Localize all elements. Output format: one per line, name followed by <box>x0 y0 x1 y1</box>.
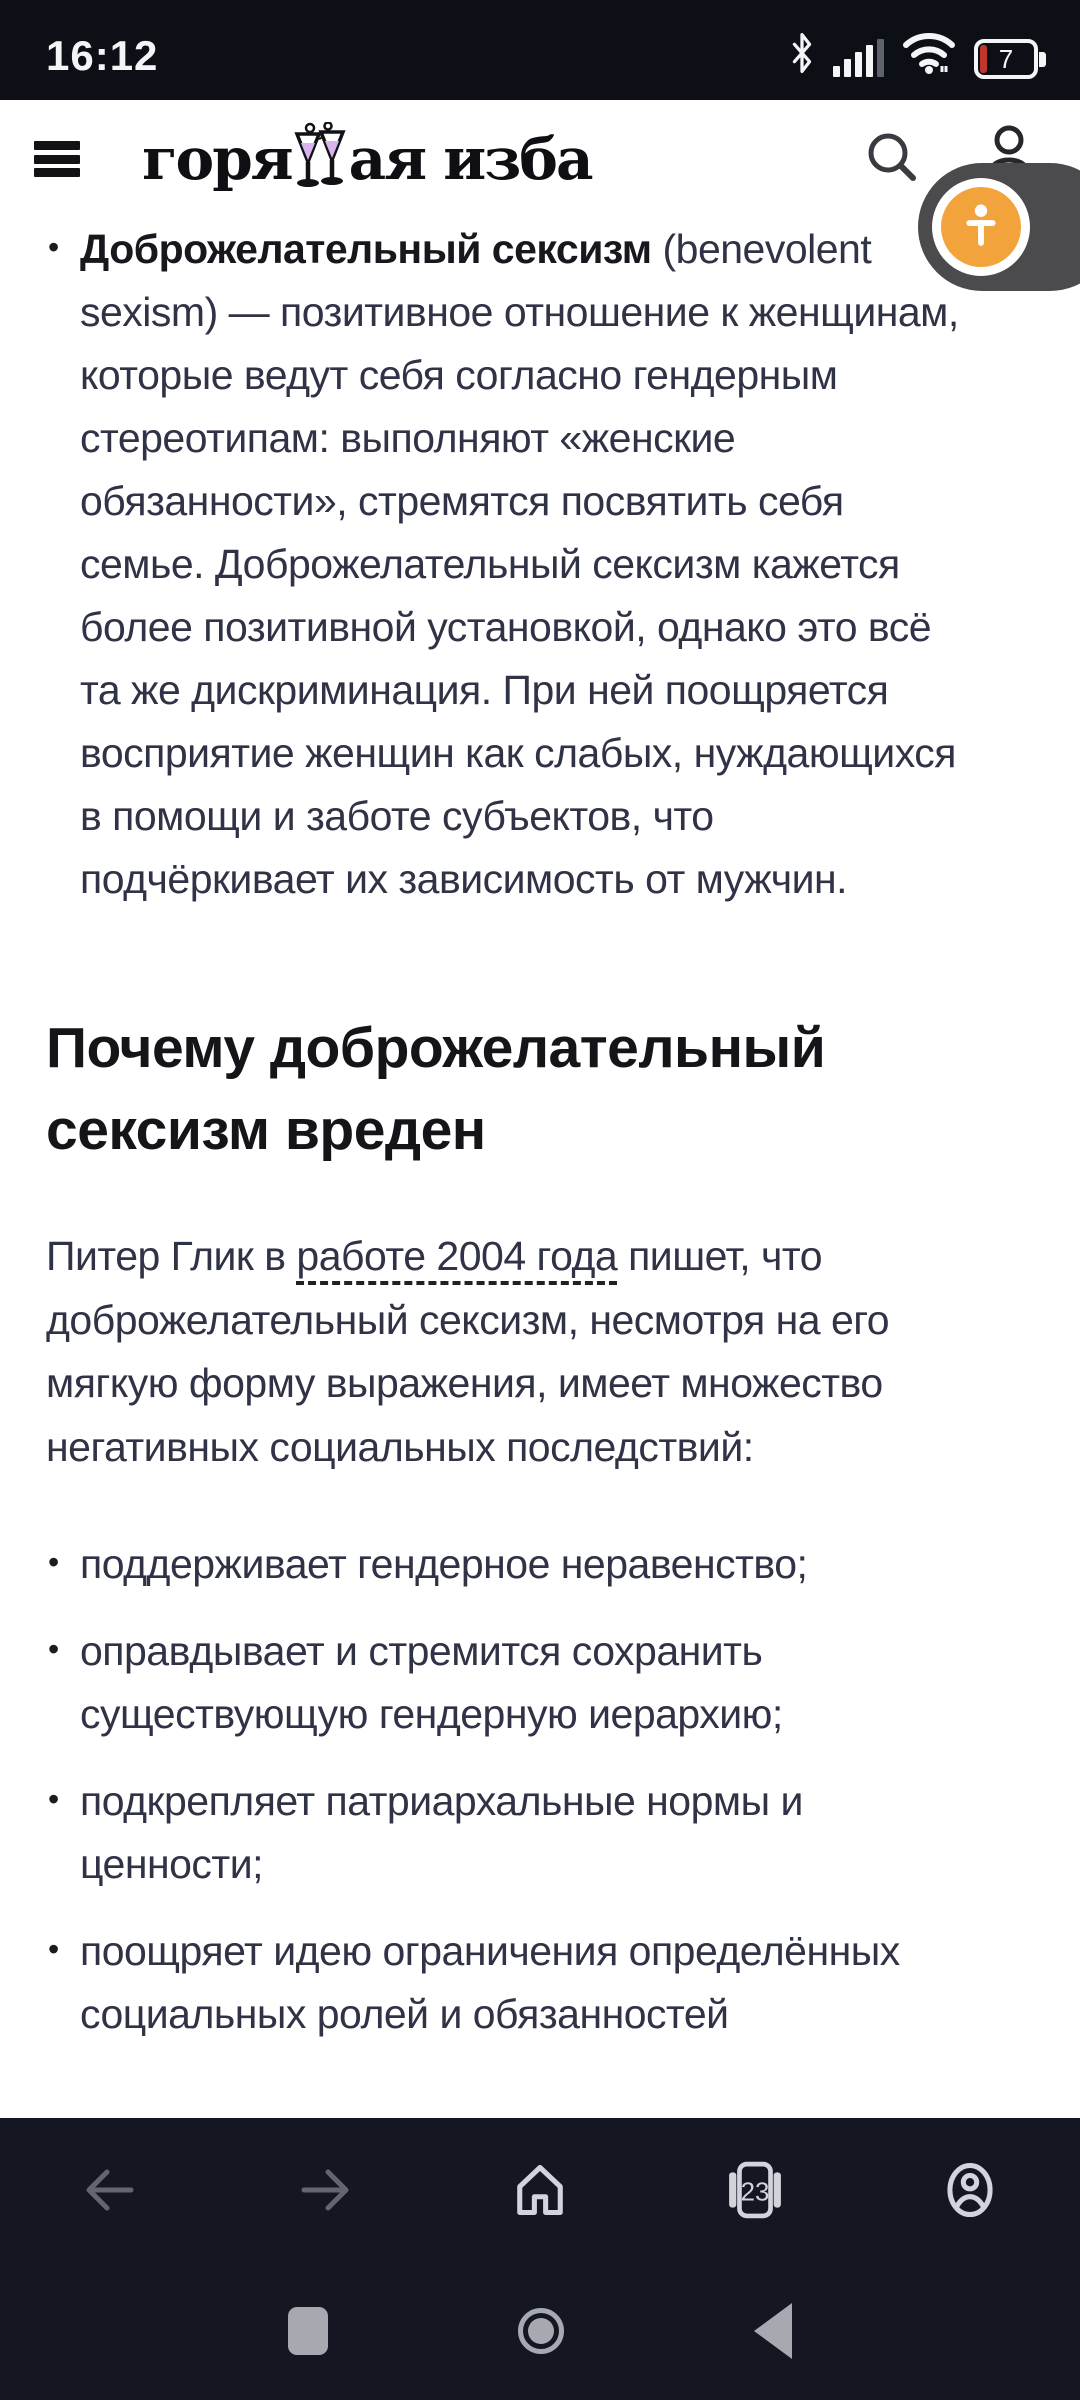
signal-icon <box>833 37 884 79</box>
search-icon[interactable] <box>864 129 920 190</box>
logo-text-before: горя <box>142 125 292 193</box>
nav-back-button[interactable] <box>754 2303 792 2359</box>
browser-back-button[interactable] <box>78 2158 142 2222</box>
status-icons <box>789 33 1038 79</box>
battery-low-indicator <box>980 45 987 73</box>
intro-text-after: пишет, что доброжелательный сексизм, несмотря на его мягкую форму выражения, имеет множество негативных социальных последствий: <box>46 1233 890 1470</box>
logo-text-after: ая изба <box>348 125 592 193</box>
menu-button[interactable] <box>34 141 80 177</box>
definition-term: Доброжелательный сексизм <box>80 226 652 272</box>
status-bar <box>0 0 1080 100</box>
bluetooth-icon <box>789 32 815 79</box>
browser-toolbar <box>0 2118 1080 2262</box>
study-link[interactable]: работе 2004 года <box>296 1233 617 1285</box>
intro-paragraph <box>46 1225 1036 1479</box>
app-header <box>0 100 1080 218</box>
accessibility-icon <box>941 187 1021 267</box>
nav-recents-button[interactable] <box>288 2307 328 2355</box>
list-item: • поощряет идею ограничения определённых социальных ролей и обязанностей <box>46 1920 1036 2046</box>
clock: 16:12 <box>46 32 159 79</box>
accessibility-fab-ring <box>932 178 1030 276</box>
definition-text: (benevolent sexism) — позитивное отношение к женщинам, которые ведут себя согласно гендерным стереотипам: выполняют «женские обязанности», стремятся посвятить себя семье. Доброжелательный сексизм кажется более позитивной установкой, однако это всё та же дискриминация. При ней поощряется восприятие женщин как слабых, нуждающихся в помощи и заботе субъектов, что подчёркивает их зависимость от мужчин. <box>80 226 959 902</box>
list-item: • подкрепляет патриархальные нормы и ценности; <box>46 1770 1036 1896</box>
bottom-bars <box>0 2118 1080 2400</box>
champagne-glasses-icon <box>294 122 348 208</box>
accessibility-fab[interactable] <box>918 163 1080 291</box>
browser-forward-button[interactable] <box>293 2158 357 2222</box>
section-heading: Почему доброжелательный сексизм вреден <box>46 1016 826 1162</box>
browser-home-button[interactable] <box>508 2158 572 2222</box>
browser-tabs-button[interactable] <box>723 2158 787 2222</box>
browser-profile-button[interactable] <box>938 2158 1002 2222</box>
list-item: • поддерживает гендерное неравенство; <box>46 1533 1036 1596</box>
article-content <box>0 218 1080 2118</box>
battery-icon <box>974 39 1038 79</box>
list-item: • оправдывает и стремится сохранить существующую гендерную иерархию; <box>46 1620 1036 1746</box>
site-logo[interactable] <box>142 116 592 202</box>
definition-bullet <box>46 218 1036 911</box>
nav-home-button[interactable] <box>518 2308 564 2354</box>
intro-text-before: Питер Глик в <box>46 1233 297 1279</box>
battery-level: 7 <box>998 44 1014 74</box>
tab-count: 23 <box>740 2178 770 2207</box>
android-nav-bar <box>0 2262 1080 2400</box>
wifi-icon <box>902 30 956 79</box>
harm-list <box>46 1533 1036 2046</box>
